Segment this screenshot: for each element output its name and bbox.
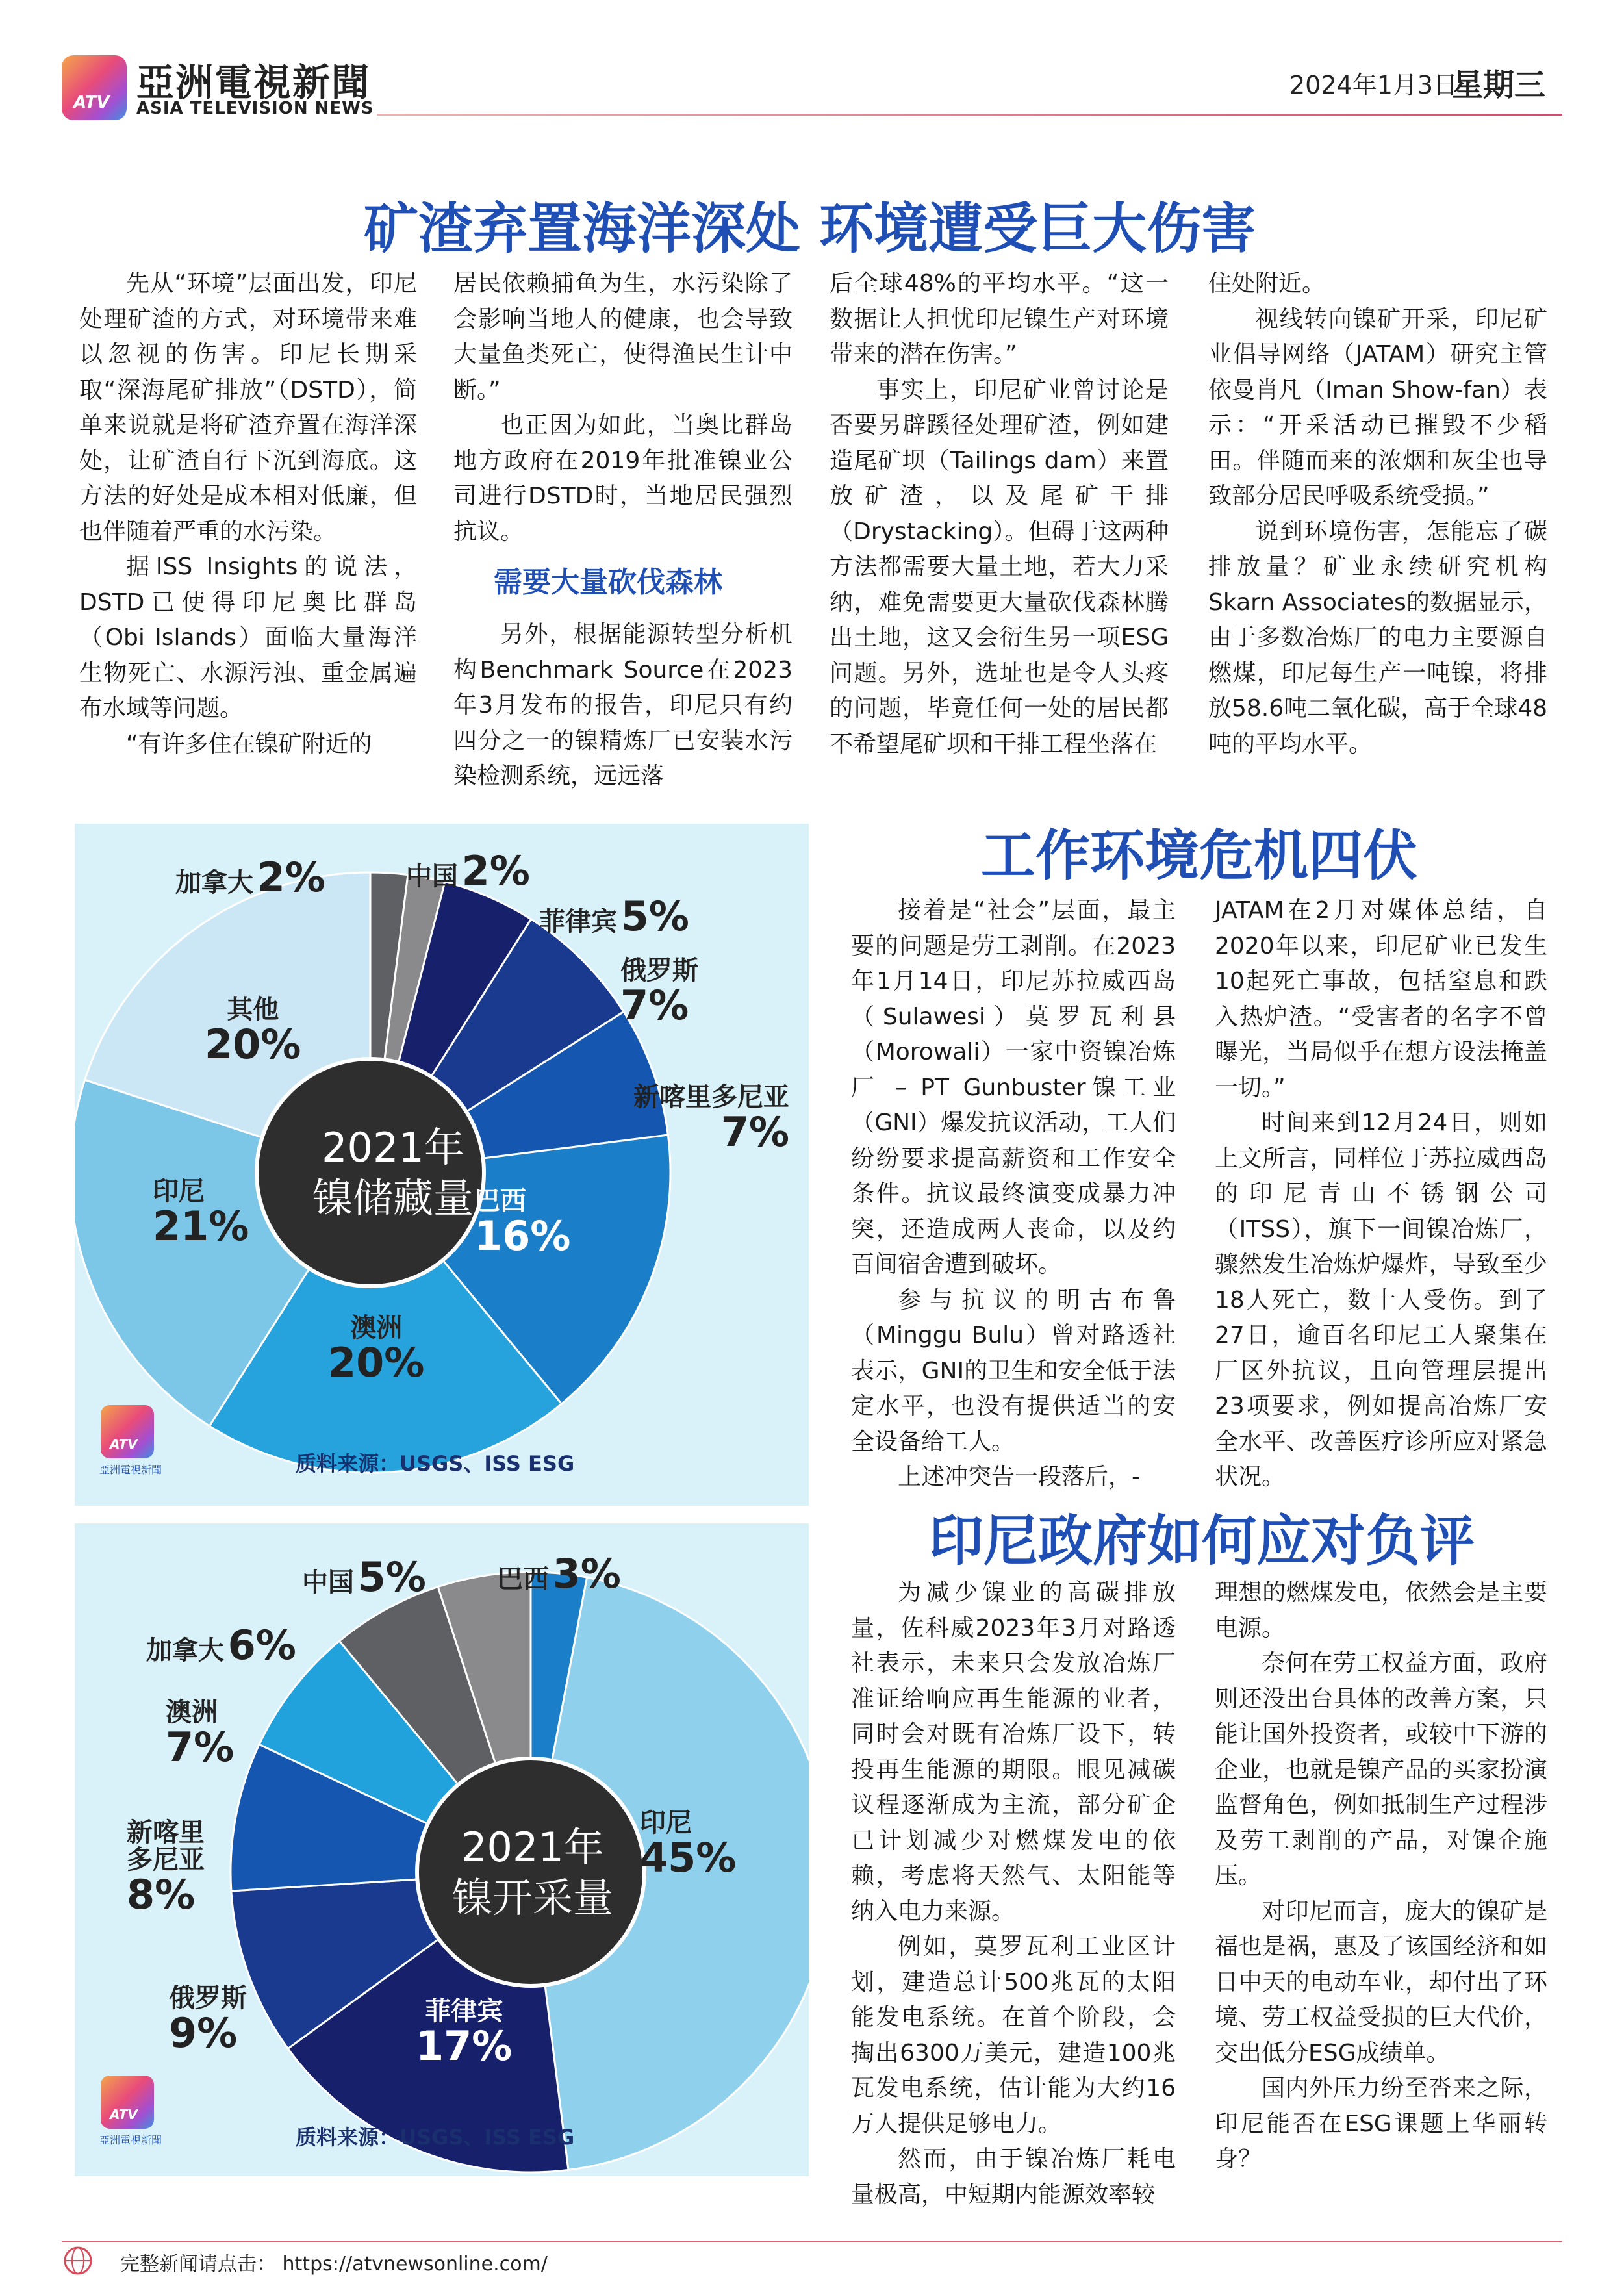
chart-source: 质料来源：USGS、ISS ESG — [296, 2125, 575, 2150]
article-1-column-2 — [453, 266, 793, 550]
production-pie-chart-panel — [75, 1523, 809, 2176]
slice-label-indonesia: 印尼 21% — [153, 1176, 249, 1250]
slice-label-australia: 澳洲 20% — [328, 1313, 425, 1386]
article-1-title: 矿渣弃置海洋深处 环境遭受巨大伤害 — [364, 197, 1256, 260]
atv-logo-small: ATV — [101, 2076, 154, 2129]
paragraph: JATAM在2月对媒体总结，自2020年以来，印尼矿业已发生10起死亡事故，包括窒息和跌入热炉渣。“受害者的名字不曾曝光，当局似乎在想方设法掩盖一切。” — [1215, 897, 1547, 1101]
slice-label-russia: 俄罗斯 9% — [169, 1983, 247, 2057]
paragraph: 住处附近。 — [1208, 270, 1326, 297]
slice-label-canada: 加拿大 6% — [146, 1621, 296, 1669]
slice-label-indonesia: 印尼 45% — [640, 1808, 737, 1881]
article-1-column-4 — [1208, 266, 1547, 762]
slice-label-china: 中国 2% — [406, 847, 530, 895]
slice-label-brazil: 巴西 16% — [474, 1186, 571, 1260]
slice-label-canada: 加拿大 2% — [175, 854, 325, 901]
article-2-column-1 — [851, 893, 1176, 1495]
production-chart-title — [435, 1822, 630, 1924]
globe-icon — [62, 2244, 94, 2277]
atv-logo-caption: 亞洲電視新聞 — [99, 1464, 162, 1476]
chart-source: 质料来源：USGS、ISS ESG — [296, 1451, 575, 1476]
paragraph: 时间来到12月24日，则如上文所言，同样位于苏拉威西岛的印尼青山不锈钢公司（ITSS），旗下一间镍冶炼厂，骤然发生冶炼炉爆炸，导致至少18人死亡，数十人受伤。到了27日，逾百名印尼工人聚集在厂区外抗议，且向管理层提出23项要求，例如提高冶炼厂安全水平、改善医疗诊所应对紧急状况。 — [1215, 1110, 1547, 1490]
slice-label-philippines: 菲律宾 17% — [416, 1996, 513, 2070]
slice-label-new-caledonia: 新喀里多尼亚 8% — [127, 1818, 205, 1918]
slice-label-philippines: 菲律宾 5% — [539, 893, 689, 940]
article-1-subheading: 需要大量砍伐森林 — [494, 566, 722, 599]
slice-label-australia: 澳洲 7% — [166, 1697, 235, 1771]
slice-label-brazil: 巴西 3% — [497, 1550, 621, 1597]
paragraph: 说到环境伤害，怎能忘了碳排放量？矿业永续研究机构Skarn Associates的数据显示，由于多数冶炼厂的电力主要源自燃煤，印尼每生产一吨镍，将排放58.6吨二氧化碳，高于全球48吨的平均水平。 — [1208, 518, 1547, 757]
slice-label-china: 中国 5% — [302, 1553, 426, 1601]
article-3-title: 印尼政府如何应对负评 — [929, 1509, 1475, 1573]
atv-logo-caption: 亞洲電視新聞 — [99, 2134, 162, 2146]
paragraph: 视线转向镍矿开采，印尼矿业倡导网络（JATAM）研究主管依曼肖凡（Iman Show-fan）表示：“开采活动已摧毁不少稻田。伴随而来的浓烟和灰尘也导致部分居民呼吸系统受损。” — [1208, 305, 1547, 509]
paragraph: 国内外压力纷至沓来之际，印尼能否在ESG课题上华丽转身？ — [1215, 2075, 1547, 2172]
paragraph: 然而，由于镍冶炼厂耗电量极高，中短期内能源效率较 — [851, 2146, 1176, 2208]
header-divider — [377, 114, 1562, 116]
paragraph: 理想的燃煤发电，依然会是主要电源。 — [1215, 1579, 1547, 1642]
chart-title-line: 2021年 — [322, 1124, 464, 1171]
paragraph: 接着是“社会”层面，最主要的问题是劳工剥削。在2023年1月14日，印尼苏拉威西岛（Sulawesi）莫罗瓦利县（Morowali）一家中资镍冶炼厂 – PT Gunbuster镍工业（GNI）爆发抗议活动，工人们纷纷要求提高薪资和工作安全条件。抗议最终演变成暴力冲突，还造成两人丧命，以及约百间宿舍遭到破坏。 — [851, 897, 1176, 1278]
reserves-pie-chart-panel — [75, 824, 809, 1506]
paragraph: 事实上，印尼矿业曾讨论是否要另辟蹊径处理矿渣，例如建造尾矿坝（Tailings dam）来置放矿渣，以及尾矿干排（Drystacking）。但碍于这两种方法都需要大量土地，若大力采纳，难免需要更大量砍伐森林腾出土地，这又会衍生另一项ESG问题。另外，选址也是令人头疼的问题，毕竟任何一处的居民都不希望尾矿坝和干排工程坐落在 — [830, 376, 1169, 757]
article-3-column-1 — [851, 1575, 1176, 2213]
issue-weekday: 星期三 — [1452, 67, 1546, 103]
slice-label-russia: 俄罗斯 7% — [620, 956, 698, 1029]
footer-divider — [62, 2241, 1562, 2242]
footer-link-text[interactable]: 完整新闻请点击： https://atvnewsonline.com/ — [120, 2253, 548, 2276]
paragraph: 先从“环境”层面出发，印尼处理矿渣的方式，对环境带来难以忽视的伤害。印尼长期采取“深海尾矿排放”（DSTD），简单来说就是将矿渣弃置在海洋深处，让矿渣自行下沉到海底。这方法的好处是成本相对低廉，但也伴随着严重的水污染。 — [79, 270, 417, 545]
paragraph: 也正因为如此，当奥比群岛地方政府在2019年批准镍业公司进行DSTD时，当地居民强烈抗议。 — [453, 412, 793, 545]
chart-title-line: 镍储藏量 — [312, 1175, 474, 1222]
article-1-column-3 — [830, 266, 1169, 762]
paragraph: “有许多住在镍矿附近的 — [126, 730, 372, 757]
article-2-column-2 — [1215, 893, 1547, 1495]
paragraph: 参与抗议的明古布鲁（Minggu Bulu）曾对路透社表示，GNI的卫生和安全低于法定水平，也没有提供适当的安全设备给工人。 — [851, 1286, 1176, 1455]
atv-logo: ATV — [62, 55, 127, 120]
paragraph: 居民依赖捕鱼为生，水污染除了会影响当地人的健康，也会导致大量鱼类死亡，使得渔民生计中断。” — [453, 270, 793, 403]
article-2-title: 工作环境危机四伏 — [981, 824, 1418, 887]
chart-title-line: 2021年 — [461, 1823, 604, 1871]
paragraph: 对印尼而言，庞大的镍矿是福也是祸，惠及了该国经济和如日中天的电动车业，却付出了环境、劳工权益受损的巨大代价，交出低分ESG成绩单。 — [1215, 1898, 1547, 2066]
issue-date: 2024年1月3日 — [1289, 71, 1458, 99]
paragraph: 例如，莫罗瓦利工业区计划，建造总计500兆瓦的太阳能发电系统。在首个阶段，会掏出6300万美元，建造100兆瓦发电系统，估计能为大约16万人提供足够电力。 — [851, 1933, 1176, 2137]
article-1-column-1 — [79, 266, 417, 762]
article-3-column-2 — [1215, 1575, 1547, 2178]
paragraph: 上述冲突告一段落后，- — [898, 1464, 1140, 1490]
chart-title-line: 镍开采量 — [451, 1874, 613, 1922]
paragraph: 奈何在劳工权益方面，政府则还没出台具体的改善方案，只能让国外投资者，或较中下游的企业，也就是镍产品的买家扮演监督角色，例如抵制生产过程涉及劳工剥削的产品，对镍企施压。 — [1215, 1650, 1547, 1889]
slice-label-other: 其他 20% — [205, 995, 301, 1068]
paragraph: 后全球48%的平均水平。“这一数据让人担忧印尼镍生产对环境带来的潜在伤害。” — [830, 270, 1169, 368]
brand-name-cn: 亞洲電視新聞 — [136, 60, 371, 105]
slice-label-new-caledonia: 新喀里多尼亚 7% — [633, 1082, 789, 1156]
atv-logo-small: ATV — [101, 1405, 154, 1458]
paragraph: 另外，根据能源转型分析机构Benchmark Source在2023年3月发布的报告，印尼只有约四分之一的镍精炼厂已安装水污染检测系统，远远落 — [453, 621, 793, 789]
reserves-chart-title — [296, 1123, 490, 1224]
paragraph: 为减少镍业的高碳排放量，佐科威2023年3月对路透社表示，未来只会发放冶炼厂准证给响应再生能源的业者，同时会对既有冶炼厂设下，转投再生能源的期限。眼见减碳议程逐渐成为主流，部分矿企已计划减少对燃煤发电的依赖，考虑将天然气、太阳能等纳入电力来源。 — [851, 1579, 1176, 1925]
paragraph: 据ISS Insights的说法，DSTD已使得印尼奥比群岛（Obi Islands）面临大量海洋生物死亡、水源污浊、重金属遍布水域等问题。 — [79, 553, 417, 722]
article-1-column-2b — [453, 617, 793, 794]
brand-name-en: ASIA TELEVISION NEWS — [136, 99, 374, 118]
